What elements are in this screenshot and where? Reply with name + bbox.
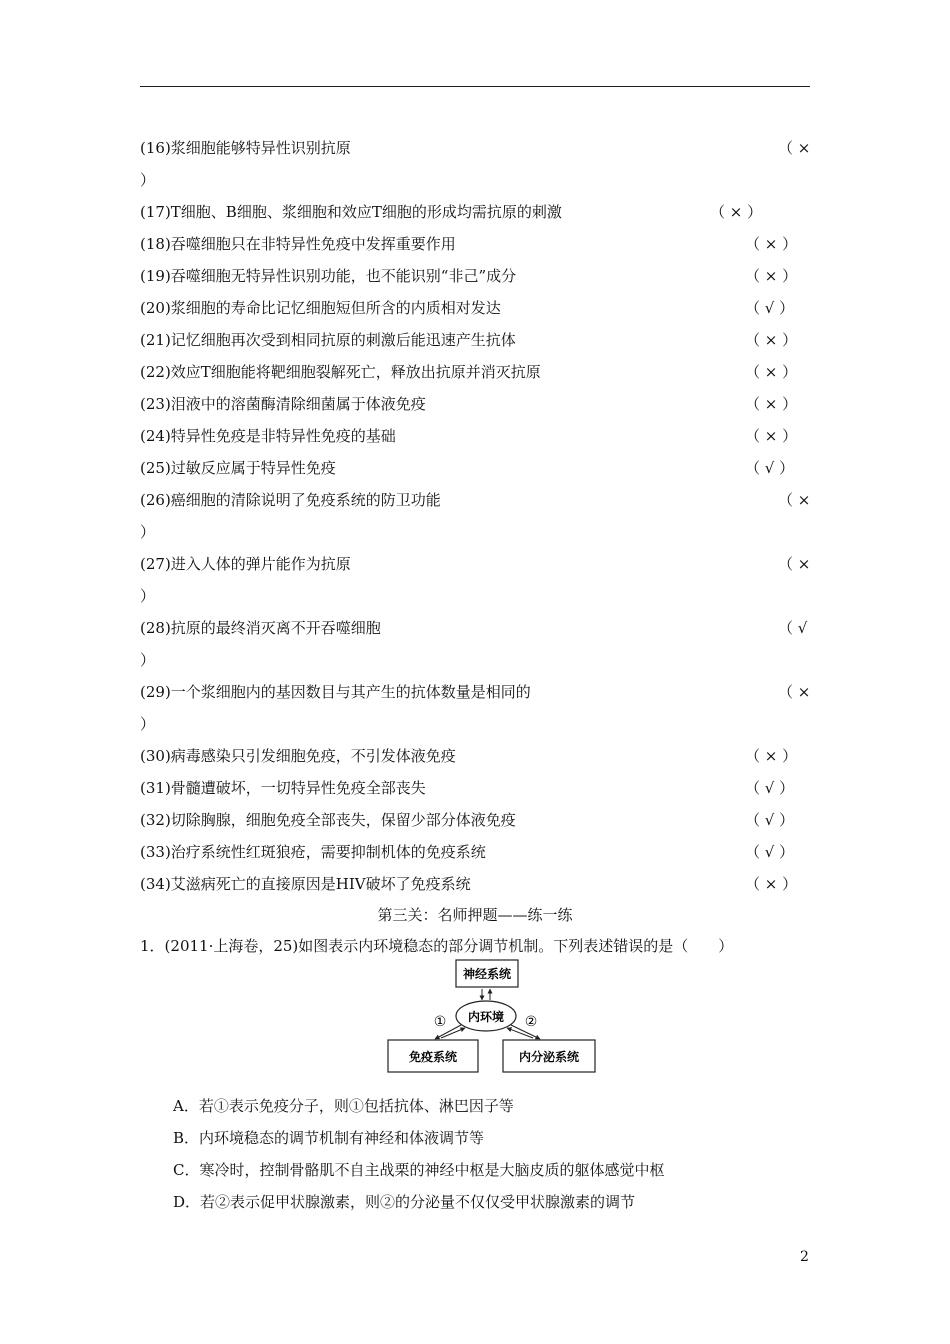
answer-mark-25: （ √ ） (745, 459, 795, 477)
answer-mark-29-close: ） (140, 715, 156, 733)
statement-19: (19)吞噬细胞无特异性识别功能，也不能识别“非己”成分 (140, 267, 517, 285)
answer-mark-28-close: ） (140, 651, 156, 669)
answer-mark-27: （ × (778, 555, 811, 573)
statement-34: (34)艾滋病死亡的直接原因是HIV破坏了免疫系统 (140, 875, 471, 893)
statement-18: (18)吞噬细胞只在非特异性免疫中发挥重要作用 (140, 235, 456, 253)
answer-mark-33: （ √ ） (745, 843, 795, 861)
answer-mark-27-close: ） (140, 587, 156, 605)
statement-22: (22)效应T细胞能将靶细胞裂解死亡，释放出抗原并消灭抗原 (140, 363, 541, 381)
answer-mark-21: （ × ） (745, 331, 798, 349)
answer-mark-29: （ × (778, 683, 811, 701)
statement-28: (28)抗原的最终消灭离不开吞噬细胞 (140, 619, 381, 637)
statement-32: (32)切除胸腺，细胞免疫全部丧失，保留少部分体液免疫 (140, 811, 516, 829)
option-c: C．寒冷时，控制骨骼肌不自主战栗的神经中枢是大脑皮质的躯体感觉中枢 (173, 1161, 665, 1179)
answer-mark-26: （ × (778, 491, 811, 509)
answer-mark-31: （ √ ） (745, 779, 795, 797)
option-d: D．若②表示促甲状腺激素，则②的分泌量不仅仅受甲状腺激素的调节 (173, 1193, 636, 1211)
option-a: A．若①表示免疫分子，则①包括抗体、淋巴因子等 (173, 1097, 514, 1115)
label-internal-environment: 内环境 (467, 1010, 505, 1024)
answer-mark-34: （ × ） (745, 875, 798, 893)
header-rule (140, 86, 810, 87)
answer-mark-17: （ × ） (710, 203, 763, 221)
statement-20: (20)浆细胞的寿命比记忆细胞短但所含的内质相对发达 (140, 299, 501, 317)
answer-mark-26-close: ） (140, 523, 156, 541)
answer-mark-16-close: ） (140, 171, 156, 189)
statement-17: (17)T细胞、B细胞、浆细胞和效应T细胞的形成均需抗原的刺激 (140, 203, 562, 221)
answer-mark-18: （ × ） (745, 235, 798, 253)
answer-mark-32: （ √ ） (745, 811, 795, 829)
label-circle-1: ① (433, 1014, 447, 1030)
statement-21: (21)记忆细胞再次受到相同抗原的刺激后能迅速产生抗体 (140, 331, 516, 349)
answer-mark-23: （ × ） (745, 395, 798, 413)
answer-mark-28: （ √ (778, 619, 808, 637)
section-title: 第三关：名师押题——练一练 (377, 906, 573, 924)
label-circle-2: ② (524, 1014, 538, 1030)
statement-29: (29)一个浆细胞内的基因数目与其产生的抗体数量是相同的 (140, 683, 531, 701)
question-stem: 1．(2011·上海卷，25)如图表示内环境稳态的部分调节机制。下列表述错误的是（ ） (140, 937, 734, 955)
label-immune-system: 免疫系统 (408, 1050, 458, 1064)
regulation-diagram (385, 958, 600, 1078)
label-endocrine-system: 内分泌系统 (518, 1050, 580, 1064)
answer-mark-16: （ × (778, 139, 811, 157)
statement-26: (26)癌细胞的清除说明了免疫系统的防卫功能 (140, 491, 441, 509)
statement-30: (30)病毒感染只引发细胞免疫，不引发体液免疫 (140, 747, 456, 765)
option-b: B．内环境稳态的调节机制有神经和体液调节等 (173, 1129, 485, 1147)
answer-mark-30: （ × ） (745, 747, 798, 765)
statement-23: (23)泪液中的溶菌酶清除细菌属于体液免疫 (140, 395, 426, 413)
statement-31: (31)骨髓遭破坏，一切特异性免疫全部丧失 (140, 779, 426, 797)
label-nervous-system: 神经系统 (462, 967, 512, 981)
statement-33: (33)治疗系统性红斑狼疮，需要抑制机体的免疫系统 (140, 843, 486, 861)
page-number: 2 (800, 1249, 809, 1265)
answer-mark-20: （ √ ） (745, 299, 795, 317)
statement-24: (24)特异性免疫是非特异性免疫的基础 (140, 427, 396, 445)
answer-mark-24: （ × ） (745, 427, 798, 445)
answer-mark-19: （ × ） (745, 267, 798, 285)
statement-16: (16)浆细胞能够特异性识别抗原 (140, 139, 351, 157)
statement-27: (27)进入人体的弹片能作为抗原 (140, 555, 351, 573)
statement-25: (25)过敏反应属于特异性免疫 (140, 459, 336, 477)
answer-mark-22: （ × ） (745, 363, 798, 381)
